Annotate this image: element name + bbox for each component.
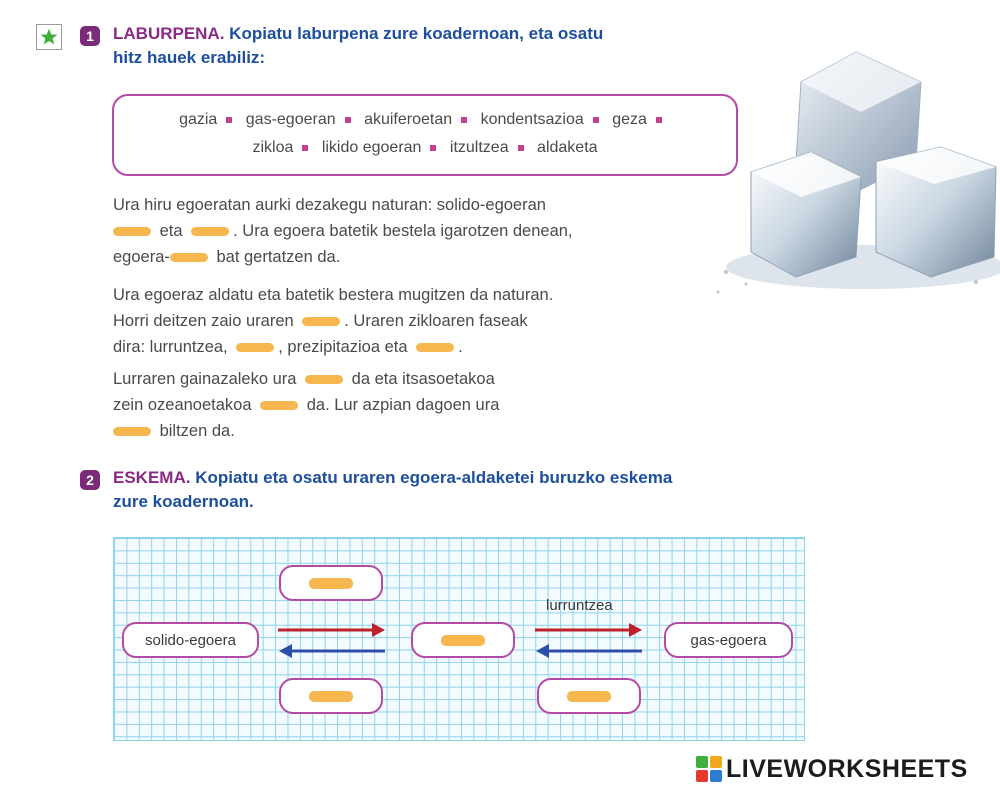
arrow-right-red-right: [535, 623, 642, 637]
blank-field[interactable]: [260, 401, 298, 410]
summary-paragraph-1: [113, 192, 693, 270]
blank-field[interactable]: [236, 343, 274, 352]
word-item: zikloa: [252, 139, 294, 156]
gas-state-node: [664, 622, 793, 658]
blank-field[interactable]: [113, 227, 151, 236]
exercise-2-heading: [113, 466, 813, 514]
word-item: likido egoeran: [321, 139, 422, 156]
exercise-1-keyword: LABURPENA.: [113, 24, 225, 43]
paragraph-text: zein ozeanoetakoa: [113, 396, 252, 414]
brand-name: LIVEWORKSHEETS: [726, 754, 968, 783]
blank-node-bottom-right[interactable]: [537, 678, 641, 714]
blank-field[interactable]: [113, 427, 151, 436]
paragraph-text: eta: [159, 222, 183, 240]
paragraph-text: Lurraren gainazaleko ura: [113, 370, 297, 388]
blank-field[interactable]: [309, 691, 353, 702]
solid-state-node: [122, 622, 259, 658]
transition-arrows: [270, 615, 660, 665]
word-item: gazia: [179, 111, 218, 128]
star-icon[interactable]: [36, 24, 62, 50]
word-item: aldaketa: [537, 139, 598, 156]
exercise-1-instruction: Kopiatu laburpena zure koadernoan, eta osatu: [224, 24, 604, 43]
word-bank-line-1: [114, 106, 736, 134]
exercise-2-instruction: Kopiatu eta osatu uraren egoera-aldaketei buruzko eskema: [190, 468, 673, 487]
blank-field[interactable]: [170, 253, 208, 262]
blank-node-top-left[interactable]: [279, 565, 383, 601]
paragraph-text: bat gertatzen da.: [216, 248, 341, 266]
word-item: kondentsazioa: [480, 111, 584, 128]
liveworksheets-logo: [696, 752, 968, 786]
blank-field[interactable]: [309, 578, 353, 589]
exercise-1-instruction-line2: hitz hauek erabiliz:: [113, 48, 266, 67]
paragraph-text: da eta itsasoetakoa: [351, 370, 495, 388]
paragraph-text: egoera-: [113, 248, 170, 266]
summary-paragraph-2: [113, 282, 693, 360]
blank-field[interactable]: [416, 343, 454, 352]
paragraph-line: Ura egoeraz aldatu eta batetik bestera mugitzen da naturan.: [113, 286, 554, 304]
paragraph-line: Ura hiru egoeratan aurki dezakegu naturan: solido-egoeran: [113, 196, 546, 214]
word-bank: [112, 94, 738, 176]
word-item: gas-egoeran: [245, 111, 336, 128]
exercise-number-1: 1: [80, 26, 100, 46]
arrow-right-red-left: [278, 623, 385, 637]
paragraph-text: . Uraren zikloaren faseak: [344, 312, 528, 330]
word-item: itzultzea: [449, 139, 509, 156]
evaporation-label: lurruntzea: [546, 597, 613, 614]
blank-field[interactable]: [567, 691, 611, 702]
word-item: akuiferoetan: [364, 111, 453, 128]
paragraph-text: . Ura egoera batetik bestela igarotzen denean,: [233, 222, 573, 240]
paragraph-text: .: [458, 338, 463, 356]
node-label: gas-egoera: [690, 631, 767, 649]
blank-node-bottom-left[interactable]: [279, 678, 383, 714]
paragraph-text: da. Lur azpian dagoen ura: [306, 396, 500, 414]
arrow-left-blue-left: [279, 644, 385, 658]
node-label: solido-egoera: [145, 631, 236, 649]
word-bank-line-2: [114, 134, 736, 162]
word-item: geza: [612, 111, 647, 128]
ice-cubes-image: [706, 42, 1000, 302]
exercise-2-instruction-line2: zure koadernoan.: [113, 492, 254, 511]
liveworksheets-logo-icon: [696, 756, 722, 782]
paragraph-text: Horri deitzen zaio uraren: [113, 312, 294, 330]
exercise-number-2: 2: [80, 470, 100, 490]
blank-field[interactable]: [305, 375, 343, 384]
arrow-left-blue-right: [536, 644, 642, 658]
summary-paragraph-3: [113, 366, 693, 444]
exercise-2-keyword: ESKEMA.: [113, 468, 191, 487]
blank-field[interactable]: [191, 227, 229, 236]
blank-field[interactable]: [302, 317, 340, 326]
paragraph-text: dira: lurruntzea,: [113, 338, 228, 356]
paragraph-text: biltzen da.: [159, 422, 235, 440]
paragraph-text: , prezipitazioa eta: [278, 338, 408, 356]
exercise-1-heading: [113, 22, 713, 70]
